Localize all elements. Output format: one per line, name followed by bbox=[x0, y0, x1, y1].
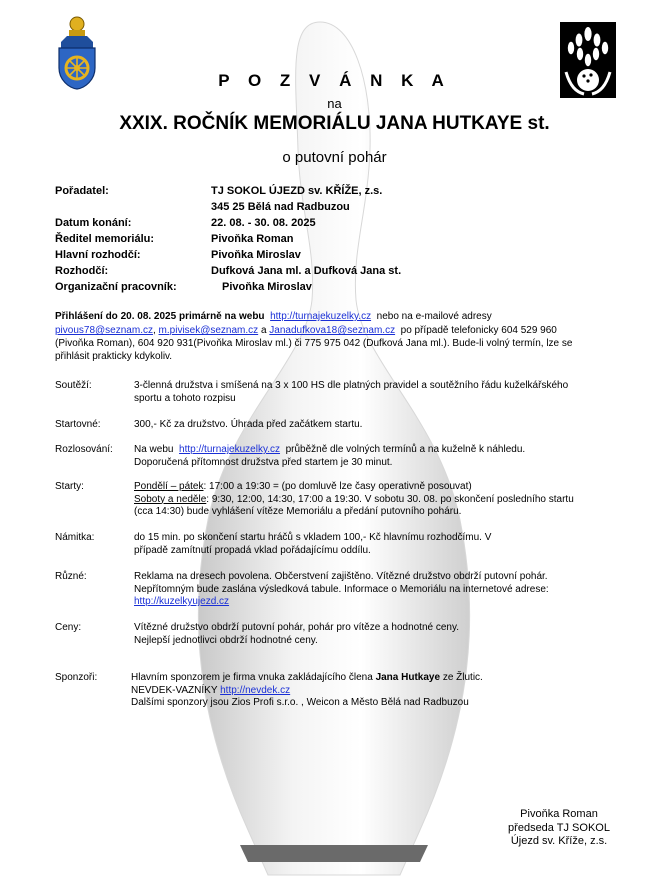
section-text-startovne: 300,- Kč za družstvo. Úhrada před začátkem startu. bbox=[134, 419, 363, 430]
weekdays-times: : 17:00 a 19:30 = (po domluvě lze časy operativně posouvat) bbox=[203, 481, 472, 492]
rozlosovani-post: průběžně dle volných termínů a na kuželně k náhledu. bbox=[285, 444, 526, 455]
registration-line4: přihlásit prakticky kdykoliv. bbox=[55, 351, 173, 362]
organizer-address: 345 25 Bělá nad Radbuzou bbox=[211, 201, 350, 213]
chief-referee-value: Pivoňka Miroslav bbox=[211, 249, 301, 261]
sponzori-pre: Hlavním sponzorem je firma vnuka zakládajícího člena bbox=[131, 672, 373, 683]
signature bbox=[484, 808, 634, 849]
section-label-soutezi: Soutěží: bbox=[55, 380, 92, 391]
sponsor-web-link[interactable]: http://nevdek.cz bbox=[220, 684, 291, 696]
section-label-startovne: Startovné: bbox=[55, 419, 101, 430]
section-label-namitka: Námitka: bbox=[55, 532, 95, 543]
registration-web-link[interactable]: http://turnajekuzelky.cz bbox=[270, 311, 372, 322]
phone-text: po případě telefonicky 604 529 960 bbox=[400, 325, 557, 336]
ruzne-line3 bbox=[134, 596, 624, 609]
rozlosovani-web-link[interactable]: http://turnajekuzelky.cz bbox=[179, 444, 281, 455]
title-na: na bbox=[327, 96, 342, 111]
section-label-ceny: Ceny: bbox=[55, 622, 82, 633]
and-text: a bbox=[260, 325, 267, 336]
rozlosovani-line2: Doporučená přítomnost družstva před startem je 30 minut. bbox=[134, 456, 393, 468]
starty-line1 bbox=[134, 481, 634, 494]
section-text-soutezi bbox=[134, 380, 624, 405]
referee-label: Rozhodčí: bbox=[55, 265, 109, 277]
sponzori-post: ze Žlutic. bbox=[442, 672, 483, 683]
chief-referee-label: Hlavní rozhodčí: bbox=[55, 249, 141, 261]
ceny-line1: Vítězné družstvo obdrží putovní pohár, pohár pro vítěze a hodnotné ceny. bbox=[134, 622, 460, 633]
sponzori-line1 bbox=[131, 672, 621, 685]
sponsor-company: NEVDEK-VAZNÍKY bbox=[131, 684, 218, 696]
section-text-ceny bbox=[134, 622, 624, 647]
namitka-line2: případě zamítnutí propadá vklad pořádajícímu oddílu. bbox=[134, 544, 371, 556]
organizer-staff-value: Pivoňka Miroslav bbox=[222, 281, 312, 293]
event-title: XXIX. ROČNÍK MEMORIÁLU JANA HUTKAYE st. bbox=[119, 113, 550, 134]
referee-value: Dufková Jana ml. a Dufková Jana st. bbox=[211, 265, 402, 277]
registration-line2 bbox=[55, 325, 665, 338]
ruzne-line1: Reklama na dresech povolena. Občerstvení zajištěno. Vítězné družstvo obdrží putovní pohár. bbox=[134, 571, 548, 582]
signature-org: Újezd sv. Kříže, z.s. bbox=[510, 835, 608, 847]
section-text-sponzori bbox=[131, 672, 621, 710]
registration-line1 bbox=[55, 311, 655, 324]
section-label-sponzori: Sponzoři: bbox=[55, 672, 98, 683]
director-value: Pivoňka Roman bbox=[211, 233, 294, 245]
section-label-starty: Starty: bbox=[55, 481, 84, 492]
section-label-ruzne: Různé: bbox=[55, 571, 87, 582]
signature-name: Pivoňka Roman bbox=[520, 808, 598, 820]
soutezi-line1: 3-členná družstva i smíšená na 3 x 100 HS dle platných pravidel a soutěžního řádu kuželkářského bbox=[134, 380, 569, 391]
weekend-label: Soboty a neděle bbox=[134, 493, 207, 505]
ruzne-line2: Nepřítomným bude zaslána výsledková tabule. Informace o Memoriálu na internetové adrese: bbox=[134, 583, 549, 595]
registration-mid: nebo na e-mailové adresy bbox=[376, 311, 492, 322]
section-text-namitka bbox=[134, 532, 624, 557]
page-title: P O Z V Á N K A bbox=[218, 71, 451, 90]
comma: , bbox=[152, 325, 156, 336]
signature-role: předseda TJ SOKOL bbox=[508, 821, 610, 834]
weekdays-label: Pondělí – pátek bbox=[134, 481, 204, 492]
namitka-line1: do 15 min. po skončení startu hráčů s vkladem 100,- Kč hlavnímu rozhodčímu. V bbox=[134, 532, 492, 543]
email-link-3[interactable]: Janadufkova18@seznam.cz bbox=[269, 325, 396, 336]
sponsor-founder-name: Jana Hutkaye bbox=[375, 672, 441, 683]
section-text-rozlosovani bbox=[134, 444, 624, 469]
registration-lead: Přihlášení do 20. 08. 2025 primárně na webu bbox=[55, 311, 265, 322]
date-label: Datum konání: bbox=[55, 217, 132, 229]
starty-line3: (cca 14:30) bude vyhlášení vítěze Memoriálu a předání putovního poháru. bbox=[134, 506, 462, 517]
director-label: Ředitel memoriálu: bbox=[55, 233, 155, 245]
registration-line3: (Pivoňka Roman), 604 920 931(Pivoňka Miroslav ml.) či 775 975 042 (Dufková Jana ml.). Bude-li volný termín, lze se bbox=[55, 338, 573, 349]
organizer-value: TJ SOKOL ÚJEZD sv. KŘÍŽE, z.s. bbox=[211, 185, 383, 197]
email-link-2[interactable]: m.pivisek@seznam.cz bbox=[158, 325, 259, 336]
section-text-ruzne bbox=[134, 571, 624, 609]
rozlosovani-line1 bbox=[134, 444, 624, 457]
starty-line2 bbox=[134, 494, 634, 507]
weekend-times: : 9:30, 12:00, 14:30, 17:00 a 19:30. V sobotu 30. 08. po skončení posledního startu bbox=[206, 493, 574, 505]
section-label-rozlosovani: Rozlosování: bbox=[55, 444, 113, 455]
organizer-staff-label: Organizační pracovník: bbox=[55, 281, 177, 293]
sponzori-line3: Dalšími sponzory jsou Zios Profi s.r.o. , Weicon a Město Bělá nad Radbuzou bbox=[131, 697, 469, 708]
organizer-label: Pořadatel: bbox=[55, 185, 109, 197]
sponzori-line2 bbox=[131, 685, 621, 698]
date-value: 22. 08. - 30. 08. 2025 bbox=[211, 217, 316, 229]
ceny-line2: Nejlepší jednotlivci obdrží hodnotné ceny. bbox=[134, 634, 318, 646]
club-web-link[interactable]: http://kuzelkyujezd.cz bbox=[134, 596, 230, 607]
event-subtitle: o putovní pohár bbox=[282, 149, 387, 166]
email-link-1[interactable]: pivous78@seznam.cz bbox=[55, 325, 153, 336]
rozlosovani-pre: Na webu bbox=[134, 444, 174, 455]
section-text-starty bbox=[134, 481, 634, 519]
soutezi-line2: sportu a tohoto rozpisu bbox=[134, 392, 236, 404]
